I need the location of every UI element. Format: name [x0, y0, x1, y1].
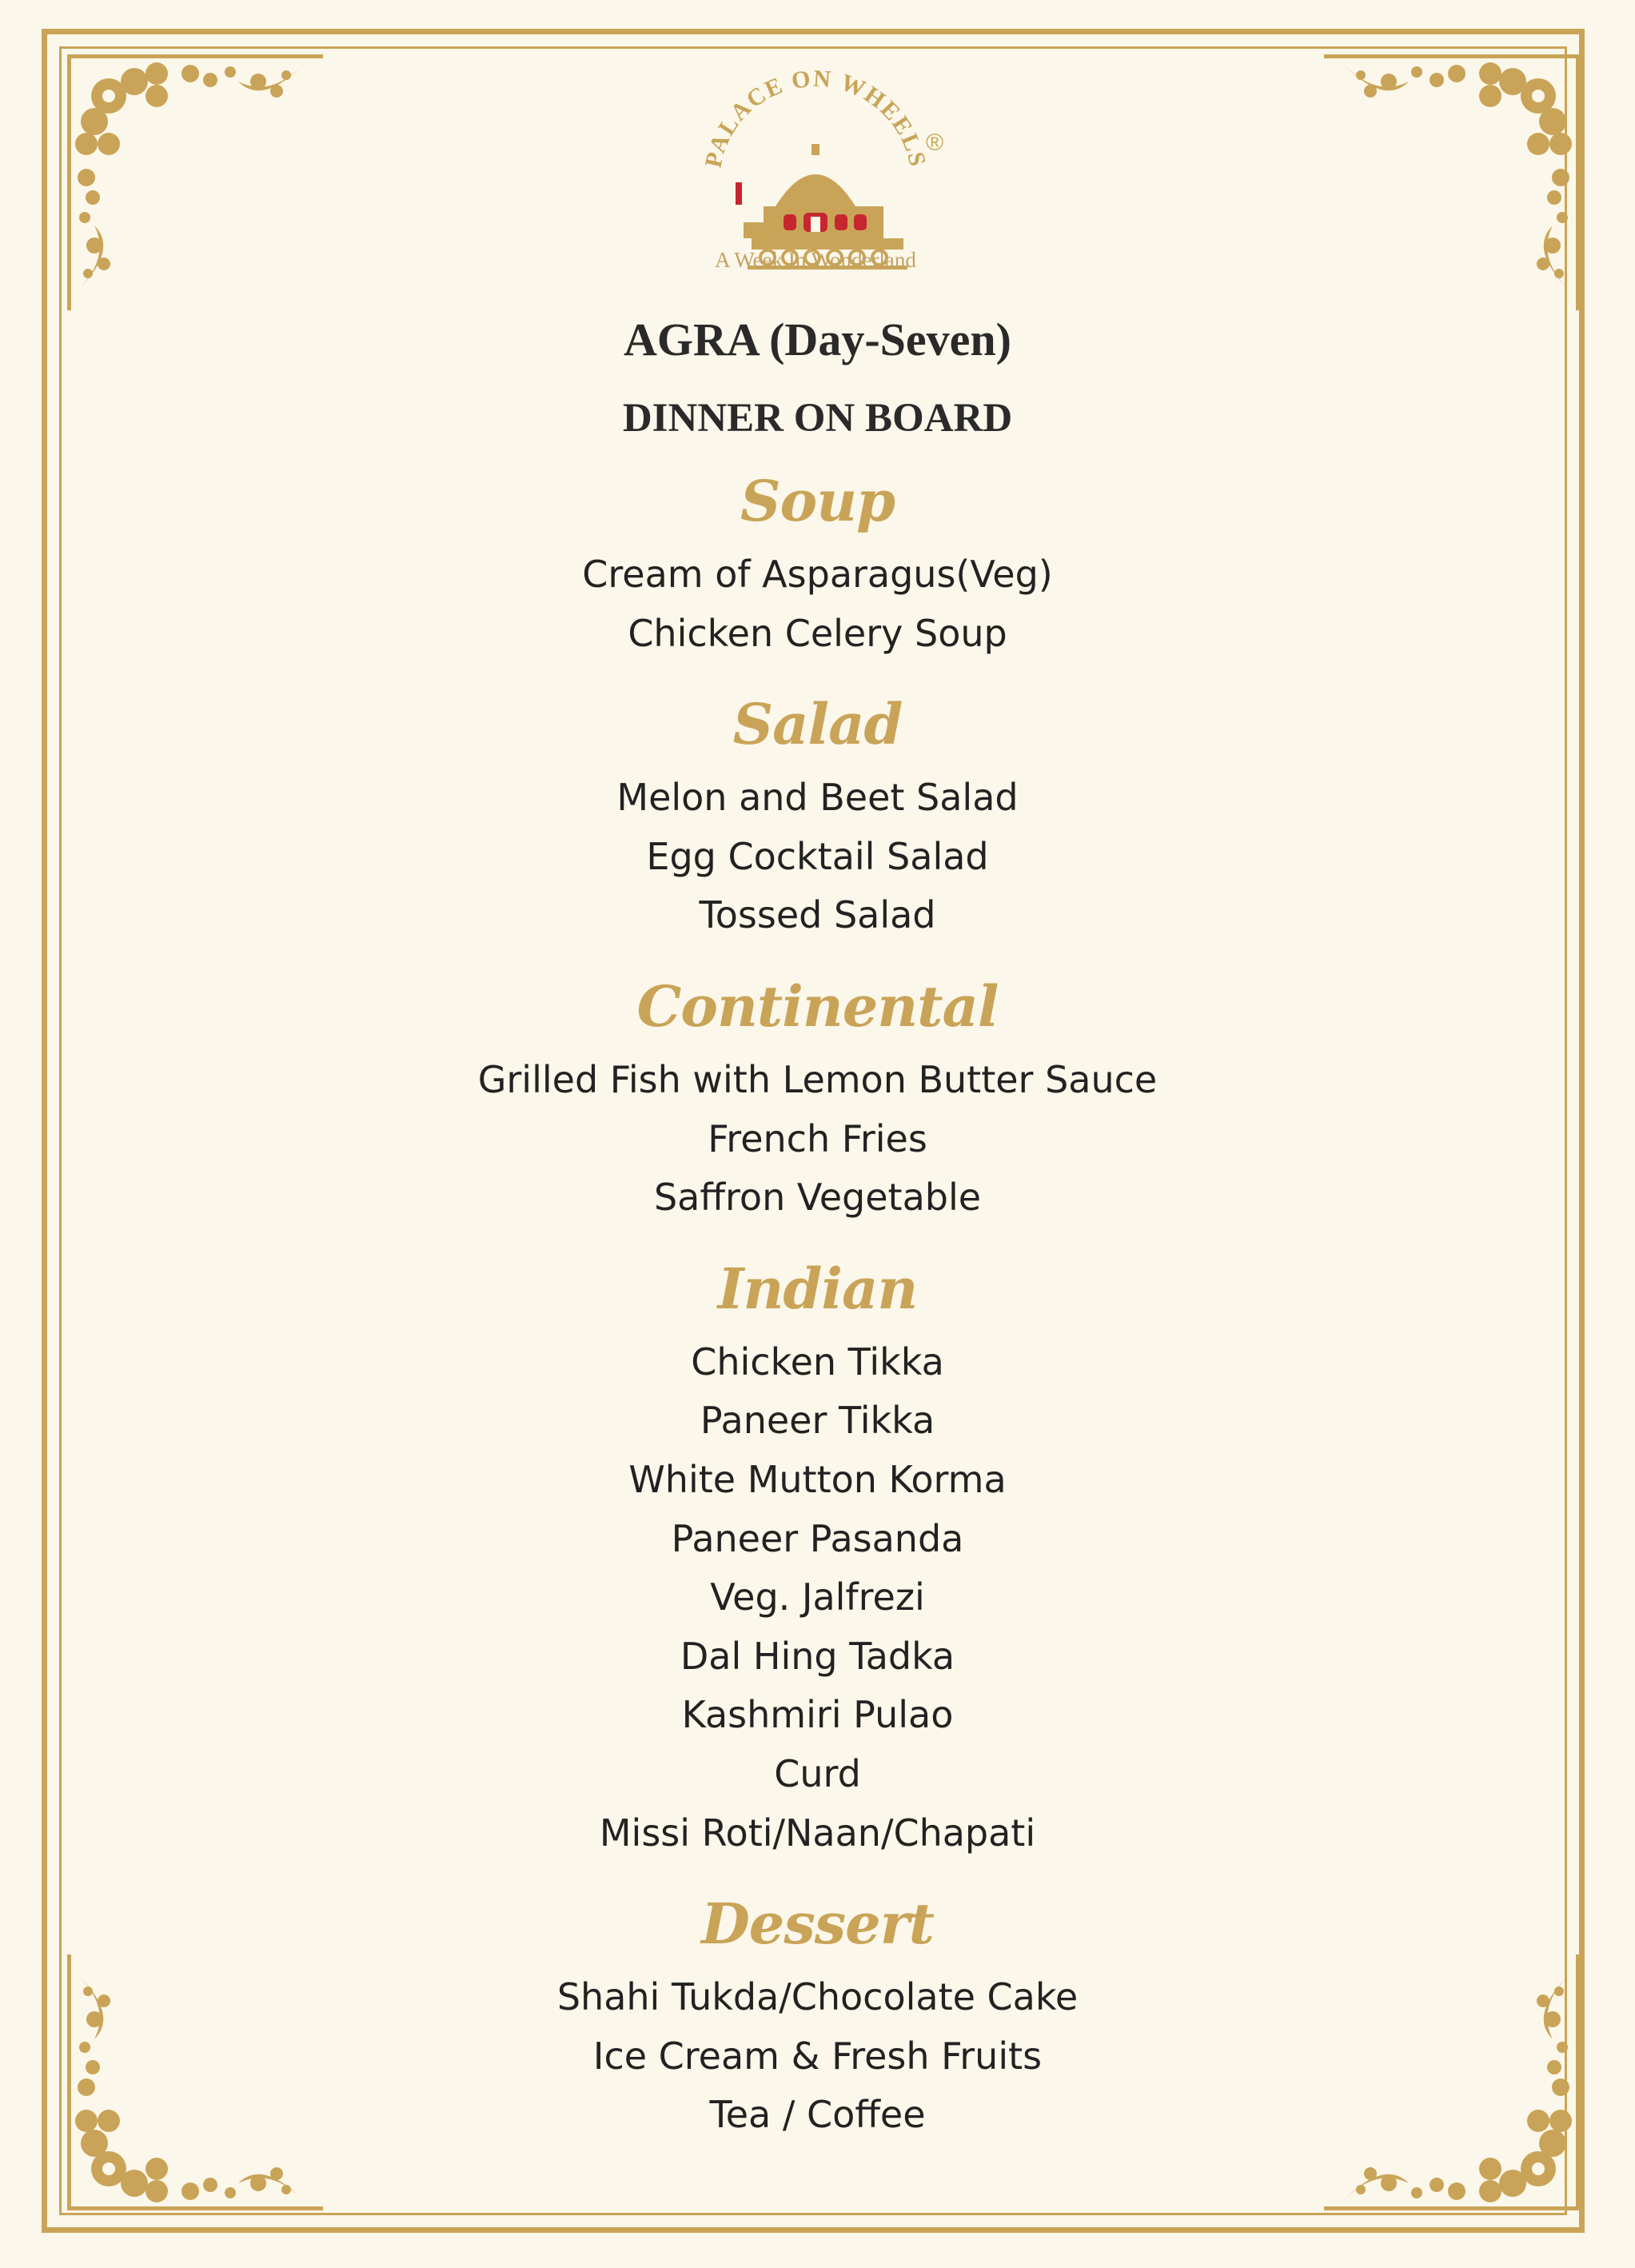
logo-tagline: A Week In Wonderland [715, 248, 916, 272]
menu-item: Melon and Beet Salad [616, 776, 1019, 820]
section-title-continental: Continental [636, 972, 999, 1040]
section-title-soup: Soup [740, 468, 895, 534]
menu-item: Saffron Vegetable [653, 1176, 982, 1220]
menu-item: Cream of Asparagus(Veg) [582, 553, 1053, 596]
menu-item: Grilled Fish with Lemon Butter Sauce [477, 1057, 1158, 1101]
section-soup [0, 457, 1635, 663]
section-dessert [0, 1880, 1635, 2145]
menu-item: Paneer Tikka [700, 1399, 935, 1443]
menu-content [0, 304, 1635, 2162]
section-continental [0, 963, 1635, 1228]
section-title-indian: Indian [717, 1255, 918, 1322]
menu-item: Egg Cocktail Salad [646, 834, 989, 878]
menu-item: Chicken Celery Soup [628, 611, 1007, 655]
menu-item: Tossed Salad [699, 893, 936, 937]
menu-item: Shahi Tukda/Chocolate Cake [556, 1975, 1079, 2019]
menu-item: Curd [774, 1751, 861, 1795]
section-indian [0, 1245, 1635, 1863]
section-title-dessert: Dessert [701, 1891, 934, 1958]
menu-item: Tea / Coffee [709, 2093, 926, 2137]
menu-item: Paneer Pasanda [671, 1516, 964, 1560]
page-subtitle: DINNER ON BOARD [622, 396, 1013, 441]
floral-corner-ornament-top-left [62, 50, 326, 313]
registered-mark: ® [926, 130, 943, 156]
section-salad [0, 681, 1635, 945]
menu-item: Chicken Tikka [691, 1340, 944, 1384]
menu-item: Dal Hing Tadka [680, 1634, 955, 1678]
menu-item: Ice Cream & Fresh Fruits [592, 2034, 1043, 2078]
page-title: AGRA (Day-Seven) [624, 313, 1011, 365]
menu-item: White Mutton Korma [628, 1457, 1007, 1501]
menu-item: French Fries [708, 1116, 927, 1160]
section-title-salad: Salad [732, 691, 903, 758]
menu-item: Kashmiri Pulao [681, 1693, 954, 1737]
menu-item: Missi Roti/Naan/Chapati [599, 1811, 1036, 1855]
logo-arc-text: PALACE ON WHEELS [700, 70, 931, 170]
floral-corner-ornament-top-right [1321, 50, 1585, 313]
menu-item: Veg. Jalfrezi [710, 1575, 925, 1619]
palace-on-wheels-logo [688, 70, 943, 286]
